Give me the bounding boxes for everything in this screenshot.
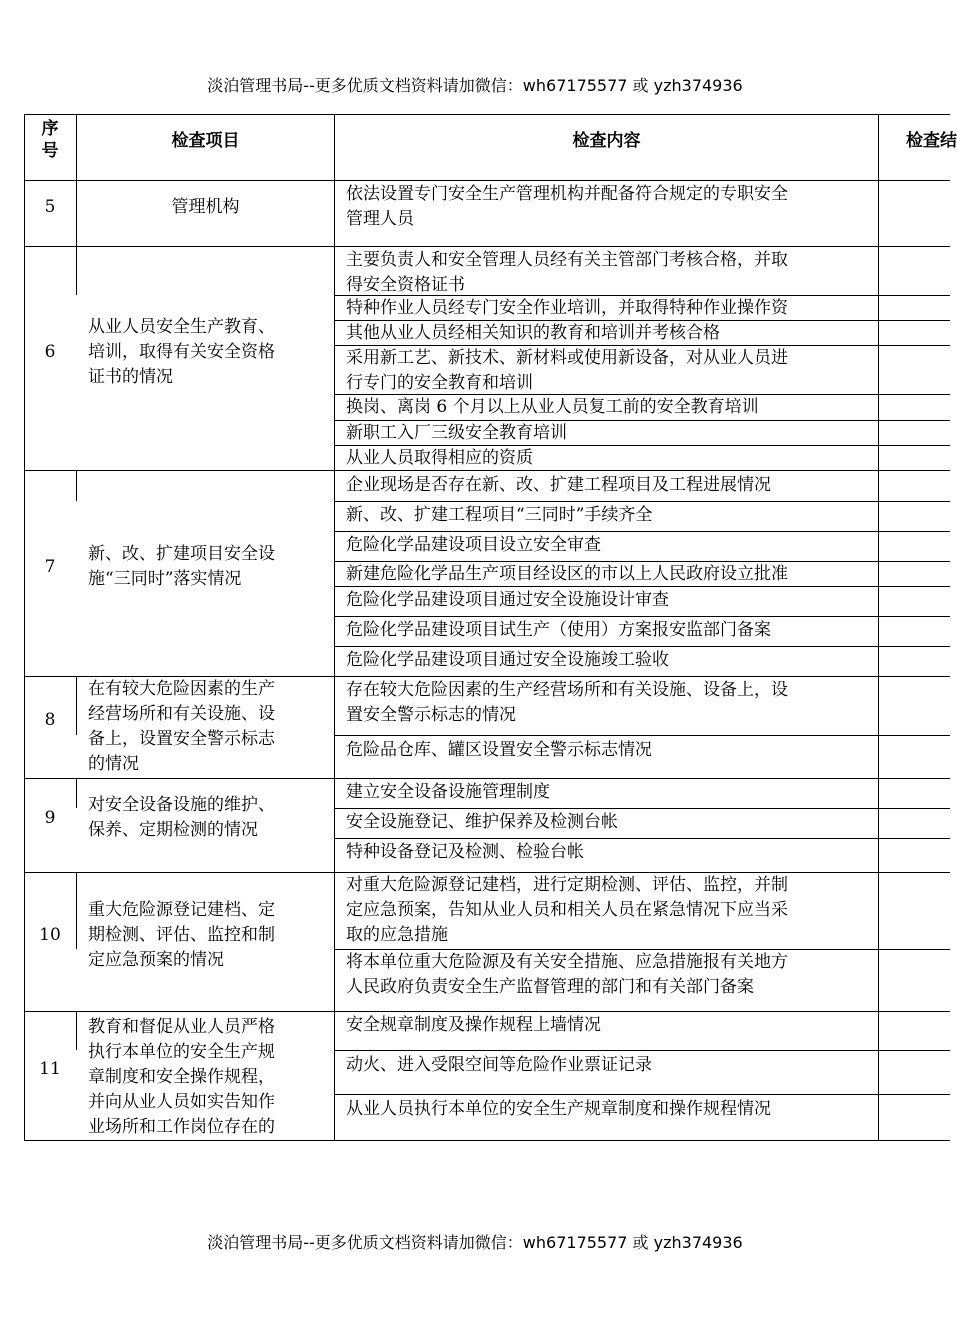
header-watermark: 淡泊管理书局--更多优质文档资料请加微信：wh67175577 或 yzh374936 bbox=[207, 76, 743, 95]
column-divider bbox=[76, 677, 77, 735]
subrow-divider bbox=[334, 501, 950, 502]
header-item: 检查项目 bbox=[171, 131, 240, 151]
row-content: 企业现场是否存在新、改、扩建工程项目及工程进展情况 bbox=[346, 475, 771, 495]
row-divider bbox=[24, 1011, 950, 1012]
header-no: 序 号 bbox=[41, 119, 59, 161]
row-content: 特种设备登记及检测、检验台帐 bbox=[346, 842, 584, 862]
subrow-divider bbox=[334, 838, 950, 839]
row-item: 管理机构 bbox=[171, 197, 240, 217]
table-border-left bbox=[24, 114, 25, 1141]
subrow-divider bbox=[334, 646, 950, 647]
column-divider bbox=[76, 1012, 77, 1050]
row-content: 危险品仓库、罐区设置安全警示标志情况 bbox=[346, 740, 652, 760]
row-content: 新建危险化学品生产项目经设区的市以上人民政府设立批准 bbox=[346, 564, 788, 584]
row-number: 10 bbox=[39, 925, 61, 945]
row-item: 从业人员安全生产教育、 培训，取得有关安全资格 证书的情况 bbox=[88, 317, 275, 387]
row-content: 从业人员取得相应的资质 bbox=[346, 448, 533, 468]
row-item: 重大危险源登记建档、定 期检测、评估、监控和制 定应急预案的情况 bbox=[88, 900, 275, 970]
subrow-divider bbox=[334, 808, 950, 809]
row-content: 建立安全设备设施管理制度 bbox=[346, 782, 550, 802]
row-content: 新、改、扩建工程项目“三同时”手续齐全 bbox=[346, 505, 653, 525]
row-content: 存在较大危险因素的生产经营场所和有关设施、设备上，设 置安全警示标志的情况 bbox=[346, 680, 788, 725]
column-divider bbox=[76, 873, 77, 949]
row-content: 新职工入厂三级安全教育培训 bbox=[346, 423, 567, 443]
row-content: 从业人员执行本单位的安全生产规章制度和操作规程情况 bbox=[346, 1099, 771, 1119]
row-number: 9 bbox=[44, 808, 56, 828]
row-number: 6 bbox=[44, 342, 56, 362]
row-content: 危险化学品建设项目设立安全审查 bbox=[346, 535, 601, 555]
row-content: 特种作业人员经专门安全作业培训，并取得特种作业操作资 bbox=[346, 298, 788, 318]
row-content: 动火、进入受限空间等危险作业票证记录 bbox=[346, 1055, 652, 1075]
column-divider bbox=[334, 114, 335, 1141]
row-content: 危险化学品建设项目试生产（使用）方案报安监部门备案 bbox=[346, 620, 771, 640]
column-divider bbox=[878, 114, 879, 1141]
row-item: 对安全设备设施的维护、 保养、定期检测的情况 bbox=[88, 795, 275, 840]
row-item: 新、改、扩建项目安全设 施“三同时”落实情况 bbox=[88, 544, 275, 589]
row-content: 安全规章制度及操作规程上墙情况 bbox=[346, 1015, 601, 1035]
subrow-divider bbox=[334, 616, 950, 617]
row-content: 依法设置专门安全生产管理机构并配备符合规定的专职安全 管理人员 bbox=[346, 184, 788, 229]
row-number: 7 bbox=[44, 557, 56, 577]
row-number: 8 bbox=[44, 710, 56, 730]
subrow-divider bbox=[334, 531, 950, 532]
table-border-bottom bbox=[24, 1140, 950, 1141]
row-divider bbox=[24, 246, 950, 247]
column-divider bbox=[76, 247, 77, 295]
row-content: 换岗、离岗 6 个月以上从业人员复工前的安全教育培训 bbox=[346, 397, 759, 417]
row-divider bbox=[24, 778, 950, 779]
subrow-divider bbox=[334, 1094, 950, 1095]
row-content: 其他从业人员经相关知识的教育和培训并考核合格 bbox=[346, 323, 720, 343]
row-item: 在有较大危险因素的生产 经营场所和有关设施、设 备上，设置安全警示标志 的情况 bbox=[88, 679, 275, 774]
row-content: 对重大危险源登记建档，进行定期检测、评估、监控，并制 定应急预案，告知从业人员和相关人员在紧急情况下应当采 取的应急措施 bbox=[346, 875, 788, 945]
table-border-top bbox=[24, 114, 950, 115]
row-content: 将本单位重大危险源及有关安全措施、应急措施报有关地方 人民政府负责安全生产监督管理的部门和有关部门备案 bbox=[346, 952, 788, 997]
row-content: 安全设施登记、维护保养及检测台帐 bbox=[346, 812, 618, 832]
subrow-divider bbox=[334, 1050, 950, 1051]
row-number: 5 bbox=[44, 197, 56, 217]
row-content: 危险化学品建设项目通过安全设施设计审查 bbox=[346, 590, 669, 610]
row-content: 采用新工艺、新技术、新材料或使用新设备，对从业人员进 行专门的安全教育和培训 bbox=[346, 348, 788, 393]
column-divider bbox=[76, 471, 77, 501]
header-result: 检查结 bbox=[906, 131, 957, 151]
footer-watermark: 淡泊管理书局--更多优质文档资料请加微信：wh67175577 或 yzh374936 bbox=[207, 1233, 743, 1252]
row-item: 教育和督促从业人员严格 执行本单位的安全生产规 章制度和安全操作规程， 并向从业人员如实告知作 业场所和工作岗位存在的 bbox=[88, 1017, 275, 1137]
subrow-divider bbox=[334, 735, 950, 736]
row-number: 11 bbox=[39, 1059, 61, 1079]
row-content: 危险化学品建设项目通过安全设施竣工验收 bbox=[346, 650, 669, 670]
row-content: 主要负责人和安全管理人员经有关主管部门考核合格，并取 得安全资格证书 bbox=[346, 250, 788, 295]
column-divider bbox=[76, 779, 77, 808]
header-content: 检查内容 bbox=[572, 131, 641, 151]
row-divider bbox=[24, 180, 950, 181]
